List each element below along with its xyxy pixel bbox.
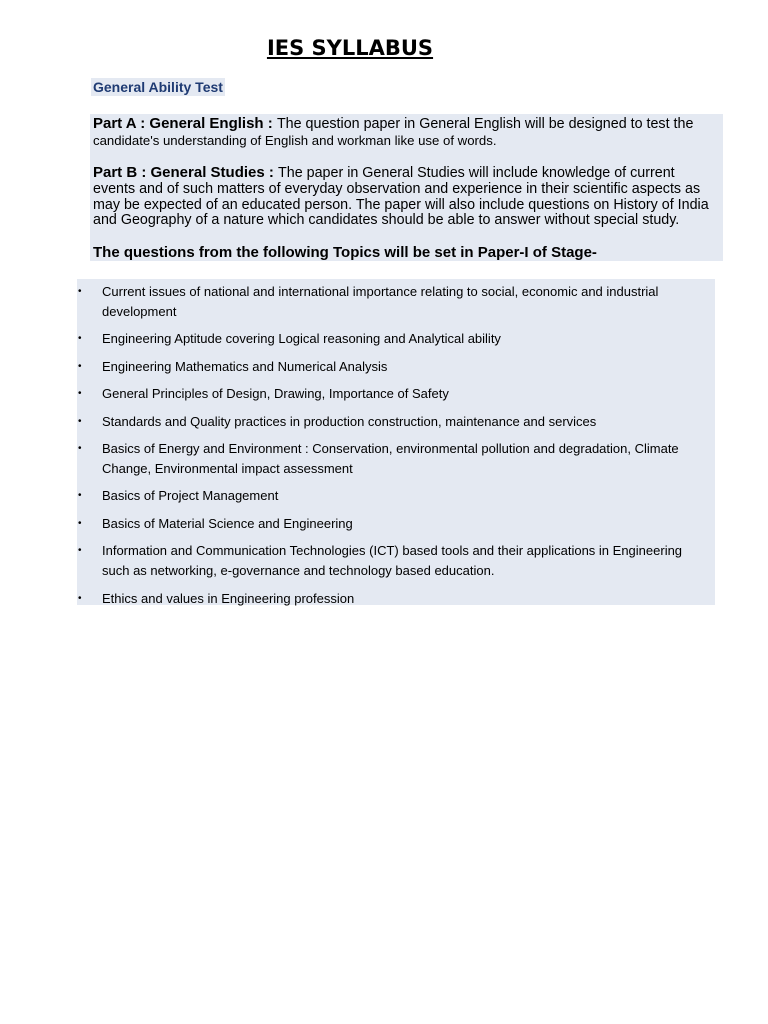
bullet-icon: •: [78, 545, 82, 557]
part-a-label: Part A : General English :: [93, 115, 277, 132]
part-b-label: Part B : General Studies :: [93, 164, 279, 181]
bullet-icon: •: [78, 517, 82, 529]
list-item: • Ethics and values in Engineering profession: [77, 589, 713, 609]
part-a-text-line1: The question paper in General English will be designed to test the: [276, 116, 694, 132]
list-item: • Basics of Material Science and Engineering: [77, 514, 713, 534]
bullet-icon: •: [78, 333, 82, 345]
part-b-paragraph: [93, 165, 718, 229]
list-item: • Information and Communication Technologies (ICT) based tools and their applications in Engineering such as networking, e-governance and technology based education.: [78, 543, 683, 579]
part-a-paragraph: [93, 116, 718, 150]
bullet-icon: •: [78, 388, 82, 400]
topics-list: [77, 282, 713, 616]
list-item: • General Principles of Design, Drawing, Importance of Safety: [77, 384, 713, 404]
list-item: • Engineering Mathematics and Numerical Analysis: [77, 357, 713, 377]
list-item: • Engineering Aptitude covering Logical reasoning and Analytical ability: [77, 329, 713, 349]
section-subheading: General Ability Test: [93, 79, 223, 95]
list-item: • Current issues of national and international importance relating to social, economic and industrial development: [78, 284, 659, 319]
bullet-icon: •: [78, 415, 82, 427]
bullet-icon: •: [78, 592, 82, 604]
part-a-text-line2: candidate's understanding of English and workman like use of words.: [93, 132, 497, 148]
part-b-text: The paper in General Studies will include knowledge of current events and of such matters of everyday observation and experience in their scientific aspects as may be expected of an educated person. The paper will also include questions on History of India and Geography of a nature which candidates should be able to answer without special study.: [93, 165, 709, 229]
bullet-icon: •: [78, 360, 82, 372]
list-item: • Basics of Energy and Environment : Conservation, environmental pollution and degradation, Climate Change, Environmental impact assessment: [78, 440, 679, 476]
bullet-icon: •: [78, 490, 82, 502]
document-title: IES SYLLABUS: [266, 36, 434, 60]
bullet-icon: •: [78, 442, 82, 454]
list-item: • Standards and Quality practices in production construction, maintenance and services: [77, 412, 713, 432]
topics-heading: The questions from the following Topics will be set in Paper-I of Stage-: [93, 244, 597, 261]
bullet-icon: •: [78, 286, 82, 297]
list-item: • Basics of Project Management: [77, 486, 713, 506]
